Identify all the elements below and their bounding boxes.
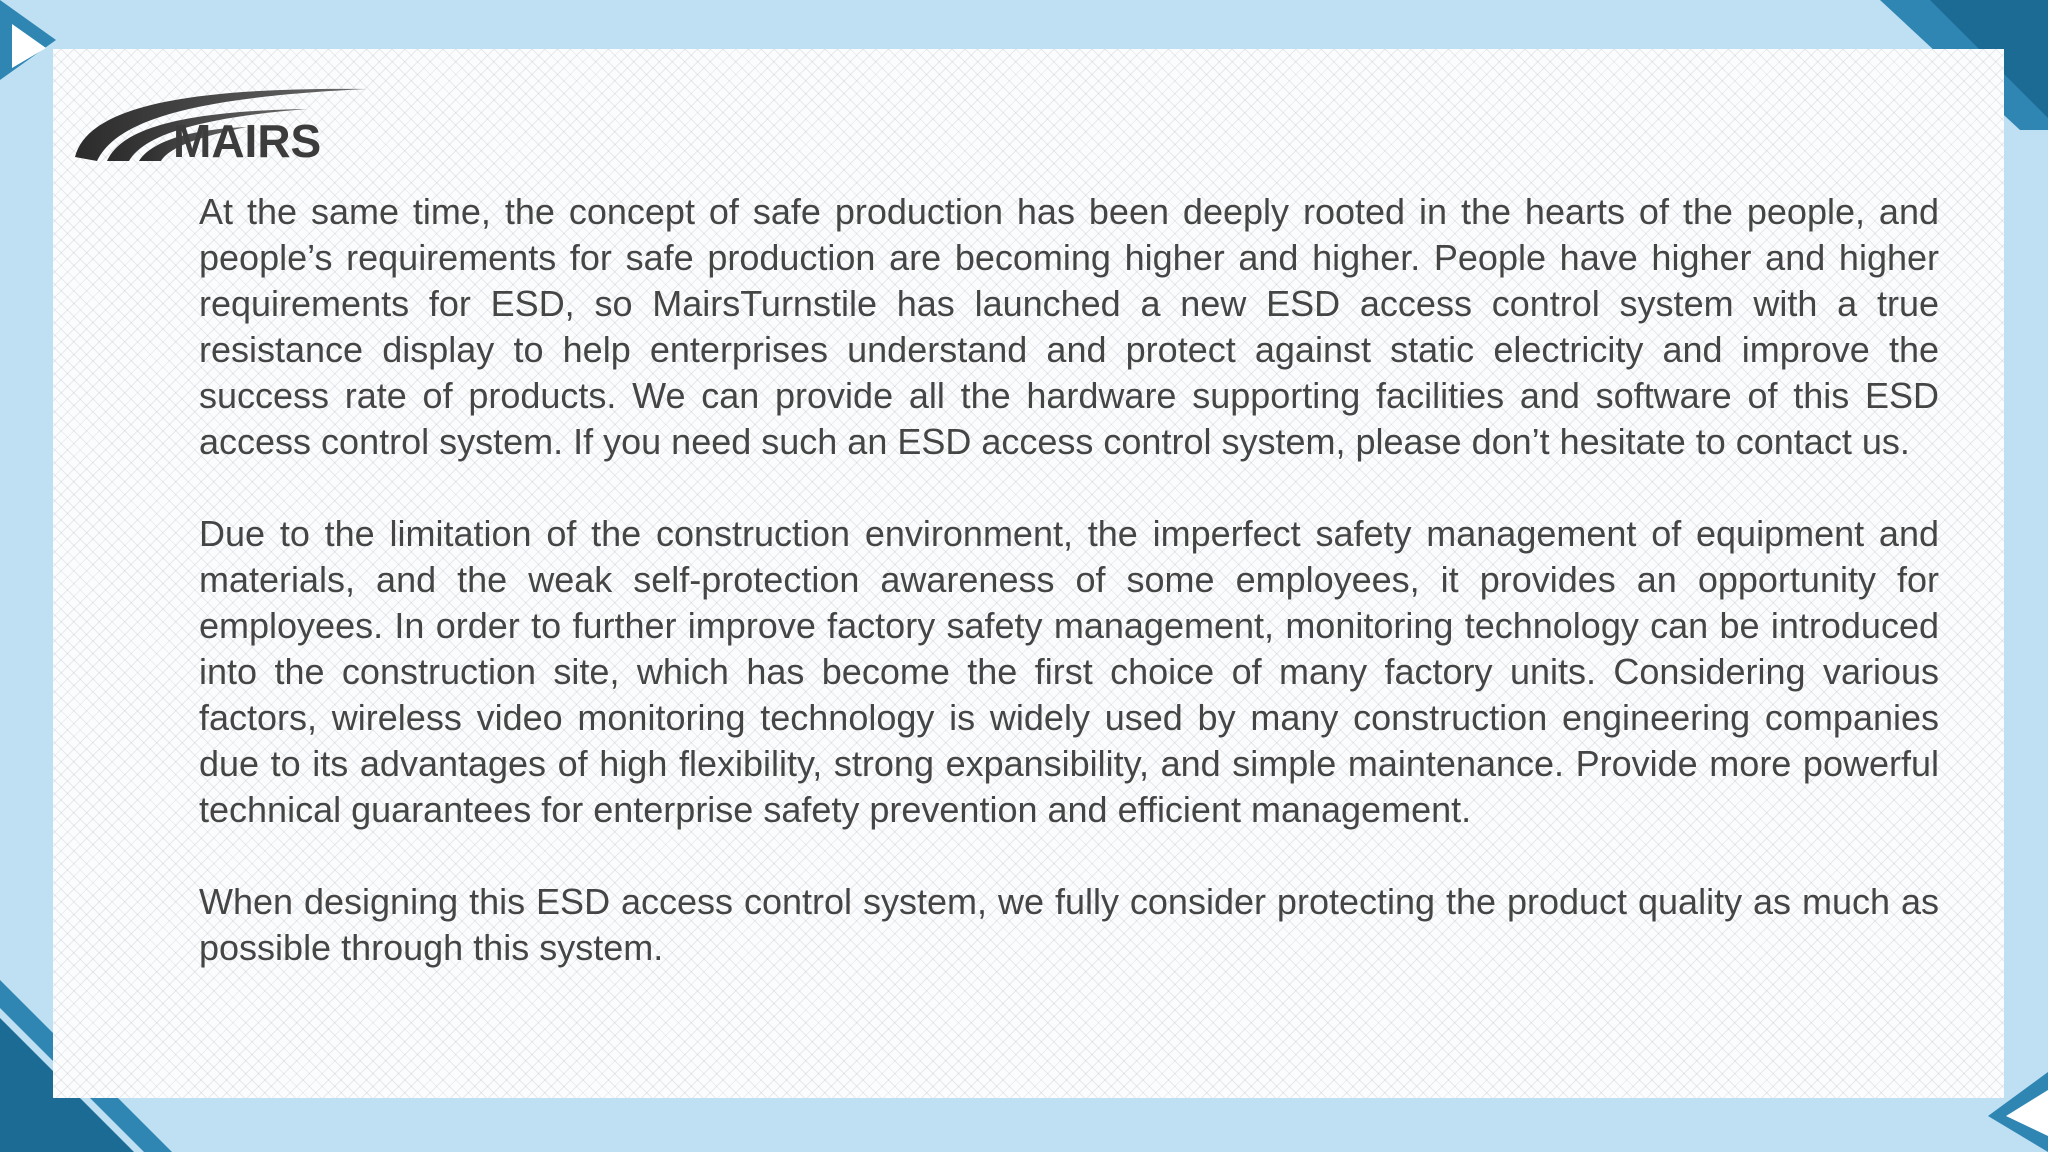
paragraph: At the same time, the concept of safe production has been deeply rooted in the hearts of the people, and people’s requirements for safe production are becoming higher and higher. People have higher and higher requirements for ESD, so MairsTurnstile has launched a new ESD access control system with a true resistance display to help enterprises understand and protect against static electricity and improve the success rate of products. We can provide all the hardware supporting facilities and software of this ESD access control system. If you need such an ESD access control system, please don’t hesitate to contact us. (199, 191, 1939, 462)
content-card (53, 49, 2004, 1098)
paragraph: When designing this ESD access control system, we fully consider protecting the product quality as much as possible through this system. (199, 881, 1939, 968)
body-text (199, 189, 1939, 1017)
logo-text: MAIRS (173, 115, 322, 167)
mairs-logo (67, 69, 367, 169)
paragraph: Due to the limitation of the construction environment, the imperfect safety management of equipment and materials, and the weak self-protection awareness of some employees, it provides an opportunity for employees. In order to further improve factory safety management, monitoring technology can be introduced into the construction site, which has become the first choice of many factory units. Considering various factors, wireless video monitoring technology is widely used by many construction engineering companies due to its advantages of high flexibility, strong expansibility, and simple maintenance. Provide more powerful technical guarantees for enterprise safety prevention and efficient management. (199, 513, 1939, 830)
